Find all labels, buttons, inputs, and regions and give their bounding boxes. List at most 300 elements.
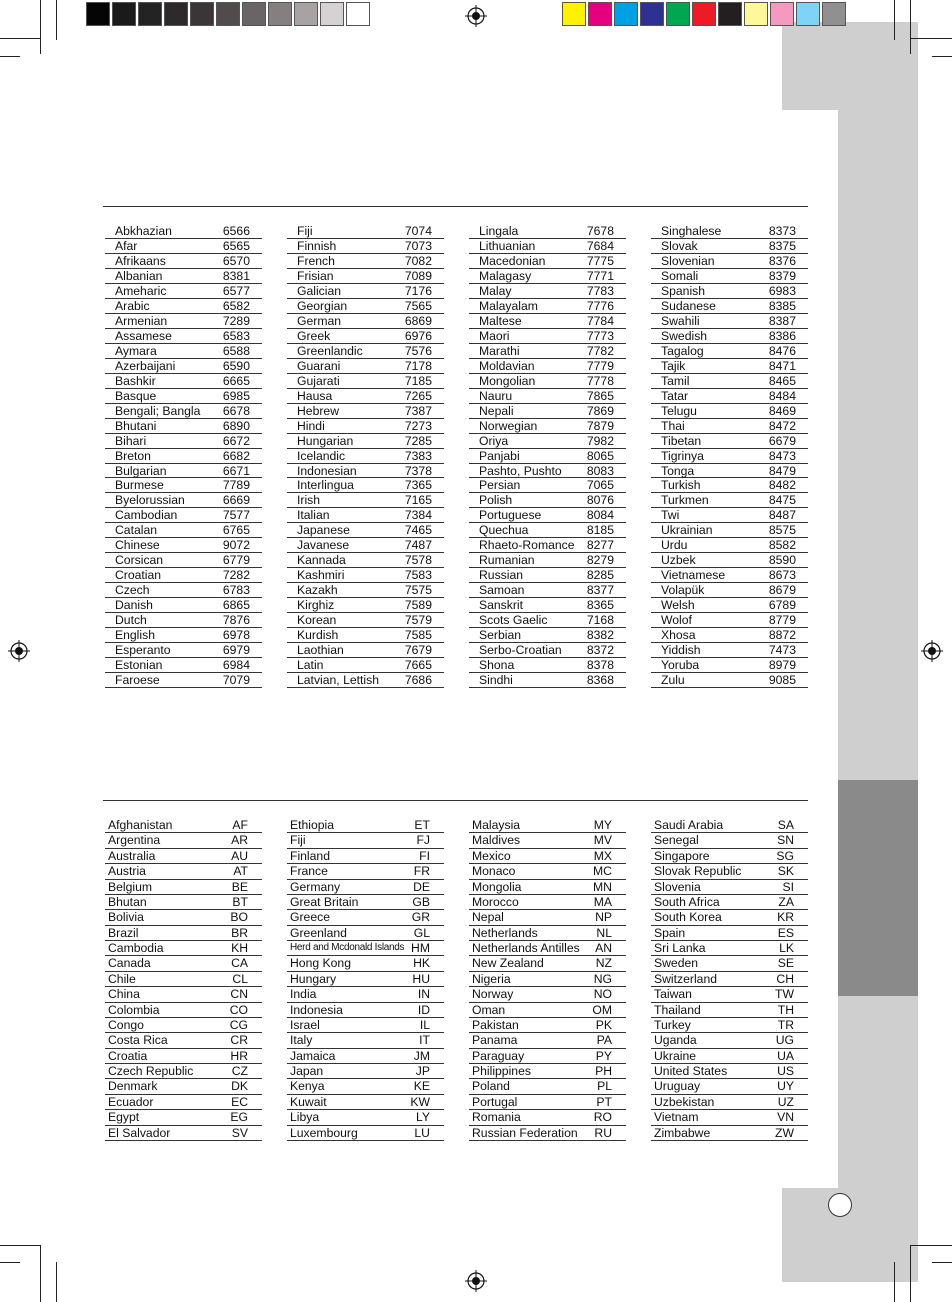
table-row [651,523,808,538]
entry-name: Kannada [297,553,346,568]
entry-code: 8484 [768,388,796,403]
entry-code: CL [232,971,248,986]
entry-code: HR [230,1048,248,1063]
entry-name: Bhutani [115,418,157,433]
entry-code: SA [777,818,794,832]
table-row [287,1064,444,1079]
entry-name: Fiji [297,224,313,238]
entry-code: 8065 [586,448,614,463]
table-row [105,299,262,314]
entry-code: 8076 [586,493,614,508]
entry-name: Polish [479,493,513,508]
entry-code: PH [595,1064,612,1078]
country-codes-column [469,818,626,1141]
table-row [469,673,626,688]
entry-code: 8365 [586,598,614,613]
table-row [651,818,808,833]
table-row [469,329,626,344]
table-row [651,389,808,404]
table-row [651,344,808,359]
table-row [651,864,808,879]
entry-code: 7789 [222,478,250,493]
table-row [651,269,808,284]
entry-code: 7783 [586,283,614,298]
entry-name: Great Britain [290,894,359,909]
table-row [651,1003,808,1018]
table-row [651,1064,808,1079]
entry-name: Vietnamese [661,568,726,583]
entry-name: Gujarati [297,373,340,388]
entry-name: Jamaica [290,1048,336,1063]
table-row [651,493,808,508]
registration-mark-right-icon [921,640,943,662]
entry-name: Czech Republic [108,1064,194,1078]
table-row [105,1064,262,1079]
entry-code: MX [593,848,612,863]
entry-code: 8473 [768,448,796,463]
entry-code: 7779 [586,358,614,373]
table-row [105,941,262,956]
entry-name: Mongolia [472,879,522,894]
entry-code: 9085 [768,673,796,688]
entry-name: Aymara [115,343,157,358]
entry-name: Moldavian [479,358,535,373]
entry-name: Thailand [654,1002,701,1017]
color-swatch [614,2,638,26]
entry-name: Ethiopia [290,818,335,832]
table-row [469,941,626,956]
entry-code: TH [777,1002,794,1017]
entry-code: 8575 [768,523,796,538]
gray-swatch [86,2,110,26]
entry-name: Tamil [661,373,690,388]
gray-swatch [268,2,292,26]
entry-code: 8673 [768,568,796,583]
entry-name: Sweden [654,956,699,971]
table-row [105,880,262,895]
entry-code: 8368 [586,673,614,688]
entry-name: Tatar [661,388,689,403]
entry-code: 7089 [404,268,432,283]
table-row [105,643,262,658]
entry-name: Catalan [115,523,158,538]
table-row [469,464,626,479]
table-row [651,1110,808,1125]
entry-name: Oriya [479,433,509,448]
entry-name: Indonesia [290,1002,343,1017]
entry-code: 6978 [222,628,250,643]
entry-code: CR [230,1033,248,1048]
entry-code: US [777,1064,794,1078]
entry-code: 8471 [768,358,796,373]
table-row [105,1003,262,1018]
entry-code: 7577 [222,508,250,523]
entry-name: Burmese [115,478,164,493]
table-row [469,254,626,269]
table-row [105,864,262,879]
entry-code: GB [412,894,430,909]
entry-name: Scots Gaelic [479,613,548,628]
entry-name: Ecuador [108,1094,154,1109]
entry-name: El Salvador [108,1125,171,1140]
table-row [105,523,262,538]
entry-name: Russian [479,568,524,583]
entry-code: CN [230,987,248,1002]
table-row [287,404,444,419]
table-row [469,1126,626,1141]
table-row [469,538,626,553]
entry-name: Ukrainian [661,523,713,538]
entry-name: Nigeria [472,971,511,986]
entry-code: VN [777,1110,794,1125]
entry-name: Lithuanian [479,238,536,253]
entry-code: 8385 [768,298,796,313]
entry-name: Slovak [661,238,698,253]
entry-code: 7487 [404,538,432,553]
entry-code: PA [596,1033,612,1048]
registration-mark-top-icon [465,5,487,27]
table-row [651,673,808,688]
table-row [105,553,262,568]
table-row [651,583,808,598]
entry-name: Interlingua [297,478,354,493]
entry-name: Thai [661,418,685,433]
entry-code: 8475 [768,493,796,508]
table-row [105,833,262,848]
table-row [469,374,626,389]
entry-code: 7165 [404,493,432,508]
entry-code: 8472 [768,418,796,433]
side-band [838,22,918,1282]
table-row [469,553,626,568]
entry-name: Albanian [115,268,163,283]
entry-name: Pashto, Pushto [479,463,562,478]
entry-name: Lingala [479,224,519,238]
entry-name: Portuguese [479,508,542,523]
entry-name: Uganda [654,1033,697,1048]
entry-code: HK [413,956,430,971]
table-row [105,224,262,239]
entry-code: 6976 [404,328,432,343]
entry-code: 6682 [222,448,250,463]
entry-code: TR [777,1017,794,1032]
table-row [469,493,626,508]
entry-code: PK [595,1017,612,1032]
entry-name: Norway [472,987,514,1002]
table-row [651,1079,808,1094]
table-row [287,568,444,583]
entry-code: FJ [416,833,430,848]
entry-code: 7578 [404,553,432,568]
entry-code: 9072 [222,538,250,553]
entry-code: 8377 [586,583,614,598]
entry-name: Assamese [115,328,172,343]
table-row [469,628,626,643]
language-codes-column [105,224,262,688]
entry-code: 7378 [404,463,432,478]
entry-code: FR [413,864,430,879]
entry-code: 8590 [768,553,796,568]
entry-name: Tonga [661,463,695,478]
entry-code: CG [229,1017,248,1032]
table-row [105,1018,262,1033]
entry-name: Panjabi [479,448,520,463]
table-row [105,613,262,628]
entry-code: 7265 [404,388,432,403]
entry-name: Philippines [472,1064,531,1078]
table-row [469,224,626,239]
table-row [651,404,808,419]
entry-name: Byelorussian [115,493,185,508]
entry-code: KE [413,1079,430,1094]
entry-code: 7465 [404,523,432,538]
entry-code: 7776 [586,298,614,313]
table-row [105,254,262,269]
entry-name: Galician [297,283,342,298]
entry-code: 7678 [586,224,614,238]
table-row [469,1049,626,1064]
table-row [651,314,808,329]
entry-code: MC [593,864,612,879]
table-row [287,1049,444,1064]
entry-code: 7185 [404,373,432,388]
table-row [469,568,626,583]
entry-name: Danish [115,598,153,613]
entry-code: 7684 [586,238,614,253]
entry-code: 8277 [586,538,614,553]
table-row [105,1033,262,1048]
entry-name: Congo [108,1017,144,1032]
table-row [651,941,808,956]
entry-code: 7082 [404,253,432,268]
table-row [287,613,444,628]
entry-name: Turkmen [661,493,709,508]
language-codes-column [651,224,808,688]
entry-code: 6983 [768,283,796,298]
entry-name: Arabic [115,298,150,313]
table-row [469,818,626,833]
entry-name: Persian [479,478,521,493]
table-row [469,658,626,673]
entry-code: 7576 [404,343,432,358]
table-row [651,239,808,254]
entry-code: 6779 [222,553,250,568]
entry-code: ET [414,818,430,832]
entry-code: 7289 [222,313,250,328]
entry-code: 7876 [222,613,250,628]
table-row [651,1095,808,1110]
table-row [105,478,262,493]
entry-name: Bengali; Bangla [115,403,201,418]
entry-name: Maltese [479,313,522,328]
entry-name: Romania [472,1110,521,1125]
entry-name: Tigrinya [661,448,704,463]
table-row [287,374,444,389]
table-row [287,314,444,329]
entry-code: TW [775,987,794,1002]
entry-code: 8582 [768,538,796,553]
entry-code: 8979 [768,658,796,673]
table-row [651,598,808,613]
entry-name: Estonian [115,658,163,673]
entry-name: Kashmiri [297,568,345,583]
table-row [105,284,262,299]
entry-name: Cambodian [115,508,178,523]
entry-name: Belgium [108,879,153,894]
entry-code: CO [229,1002,248,1017]
table-row [105,628,262,643]
entry-code: AU [231,848,248,863]
entry-code: 6679 [768,433,796,448]
entry-name: Zulu [661,673,685,688]
table-row [651,478,808,493]
entry-code: NZ [595,956,612,971]
entry-code: 8084 [586,508,614,523]
table-row [469,895,626,910]
table-row [651,833,808,848]
entry-name: Kurdish [297,628,339,643]
entry-code: PY [595,1048,612,1063]
table-row [651,284,808,299]
table-row [287,464,444,479]
entry-code: 7065 [586,478,614,493]
table-row [105,269,262,284]
entry-name: France [290,864,328,879]
table-row [105,329,262,344]
entry-name: Finnish [297,238,337,253]
table-row [287,598,444,613]
entry-name: Taiwan [654,987,692,1002]
entry-name: Greenland [290,925,347,940]
entry-code: 6588 [222,343,250,358]
table-row [287,449,444,464]
table-row [105,1126,262,1141]
table-row [469,284,626,299]
entry-name: Ukraine [654,1048,696,1063]
entry-name: Nauru [479,388,513,403]
entry-name: German [297,313,342,328]
gray-swatch [190,2,214,26]
table-row [469,239,626,254]
entry-name: Shona [479,658,515,673]
entry-name: South Africa [654,894,720,909]
entry-name: Zimbabwe [654,1125,711,1140]
entry-name: India [290,987,317,1002]
entry-name: Bihari [115,433,147,448]
entry-code: 7176 [404,283,432,298]
table-row [287,434,444,449]
entry-code: ZW [775,1125,794,1140]
table-row [105,956,262,971]
table-row [287,658,444,673]
table-row [287,833,444,848]
entry-code: 6566 [222,224,250,238]
entry-name: Slovenia [654,879,701,894]
entry-name: Paraguay [472,1048,525,1063]
entry-name: Argentina [108,833,161,848]
entry-name: Somali [661,268,699,283]
table-row [287,269,444,284]
entry-name: Italian [297,508,330,523]
entry-name: Czech [115,583,150,598]
entry-code: 7583 [404,568,432,583]
entry-name: French [297,253,335,268]
table-row [287,1110,444,1125]
table-row [469,956,626,971]
color-swatch [640,2,664,26]
entry-name: Rhaeto-Romance [479,538,575,553]
entry-name: Marathi [479,343,520,358]
table-row [287,344,444,359]
entry-name: Abkhazian [115,224,172,238]
table-row [469,613,626,628]
table-row [287,1126,444,1141]
entry-code: 7387 [404,403,432,418]
entry-code: 7585 [404,628,432,643]
entry-code: SG [776,848,794,863]
gray-swatch [242,2,266,26]
table-row [651,987,808,1002]
entry-name: Sanskrit [479,598,524,613]
table-row [469,389,626,404]
entry-name: Esperanto [115,643,171,658]
language-codes-column [469,224,626,688]
table-row [651,224,808,239]
entry-code: AF [232,818,248,832]
entry-code: GR [411,910,430,925]
entry-code: SE [777,956,794,971]
entry-name: Saudi Arabia [654,818,724,832]
entry-code: RO [593,1110,612,1125]
entry-code: KW [410,1094,430,1109]
entry-code: 8482 [768,478,796,493]
entry-code: 6765 [222,523,250,538]
country-table-top-rule [103,800,808,801]
table-row [651,643,808,658]
table-row [105,926,262,941]
entry-code: BO [230,910,248,925]
entry-name: Corsican [115,553,164,568]
entry-name: Malagasy [479,268,532,283]
country-codes-column [287,818,444,1141]
entry-name: Maori [479,328,510,343]
table-row [287,254,444,269]
entry-name: Netherlands Antilles [472,941,580,955]
registration-mark-bottom-icon [465,1270,487,1292]
entry-code: 8373 [768,224,796,238]
entry-code: 7285 [404,433,432,448]
entry-code: UA [777,1048,794,1063]
entry-name: Tagalog [661,343,704,358]
entry-code: 8379 [768,268,796,283]
entry-name: Indonesian [297,463,357,478]
entry-code: MA [593,894,612,909]
table-row [287,818,444,833]
entry-name: Greece [290,910,330,925]
entry-code: 7771 [586,268,614,283]
entry-name: Rumanian [479,553,535,568]
entry-name: Serbo-Croatian [479,643,562,658]
entry-code: IL [419,1017,430,1032]
table-row [469,926,626,941]
table-row [105,818,262,833]
entry-code: SI [782,879,794,894]
entry-name: Japanese [297,523,350,538]
table-row [287,224,444,239]
entry-code: 7282 [222,568,250,583]
entry-code: 8378 [586,658,614,673]
table-row [287,1079,444,1094]
